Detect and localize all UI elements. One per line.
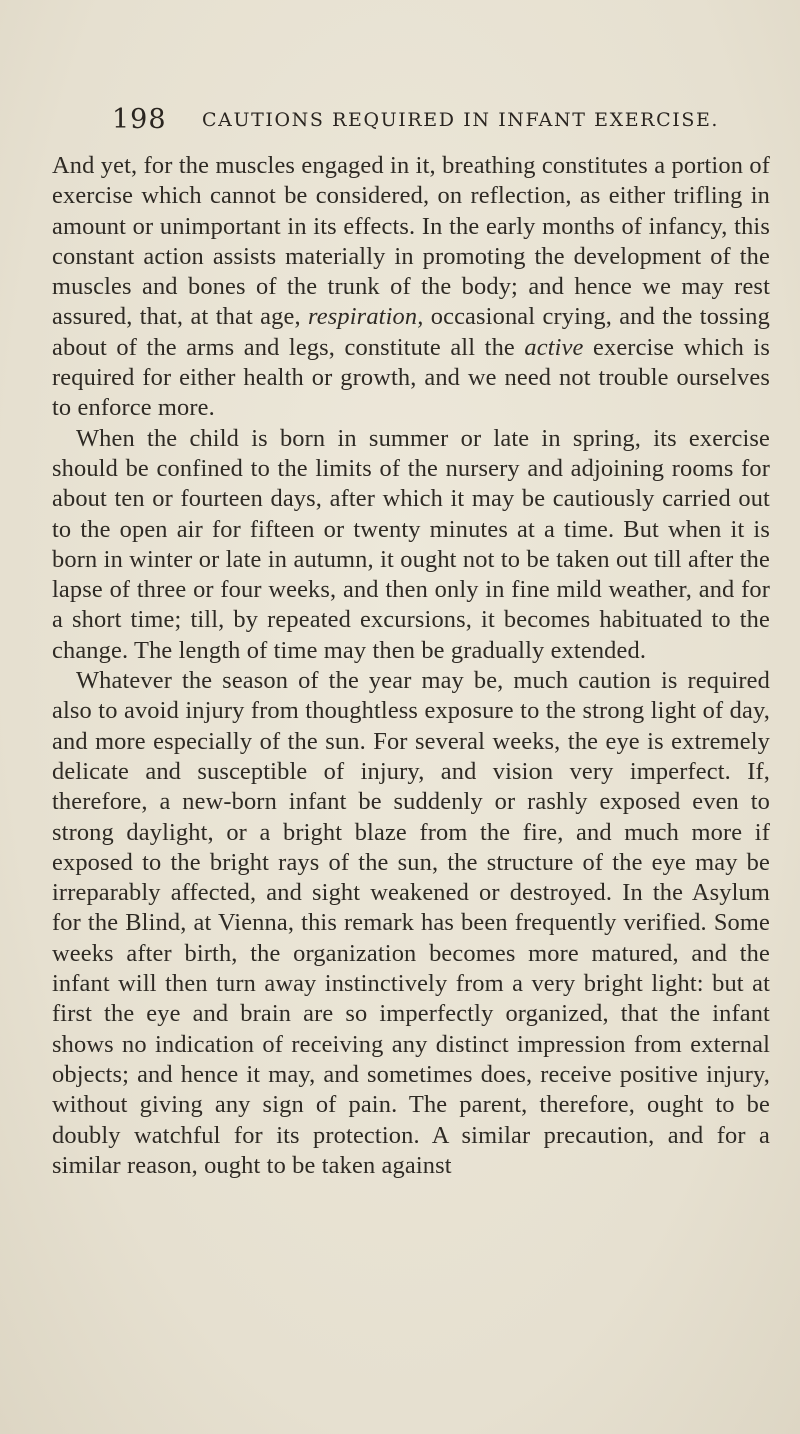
paragraph-3: Whatever the season of the year may be, much caution is required also to avoid injury from thoughtless exposure to the strong light of day, and more especially of the sun. For several weeks, the eye is extremely delicate and susceptible of injury, and vision very imperfect. If, therefore, a new-born infant be suddenly or rashly exposed even to strong daylight, or a bright blaze from the fire, and much more if exposed to the bright rays of the sun, the structure of the eye may be irreparably affected, and sight weakened or destroyed. In the Asylum for the Blind, at Vienna, this remark has been frequently verified. Some weeks after birth, the organization becomes more matured, and the infant will then turn away instinctively from a very bright light: but at first the eye and brain are so imperfectly organized, that the infant shows no indication of receiving any distinct impression from external objects; and hence it may, and sometimes does, receive positive injury, without giving any sign of pain. The parent, therefore, ought to be doubly watchful for its protection. A similar precaution, and for a similar reason, ought to be taken against [52, 667, 770, 1179]
paragraph-1-text-b: occasional crying, and the tossing about of the arms and legs, constitute all the [52, 303, 770, 361]
paragraph-1-text-a: And yet, for the muscles engaged in it, breathing constitutes a portion of exercise which cannot be considered, on reflection, as either trifling in amount or unimportant in its effects. In the early months of infancy, this constant action assists materially in promoting the development of the muscles and bones of the trunk of the body; and hence we may rest assured, that, at that age, [52, 152, 770, 331]
paragraph-2: When the child is born in summer or late in spring, its exercise should be confined to the limits of the nursery and adjoining rooms for about ten or fourteen days, after which it may be cautiously carried out to the open air for fifteen or twenty minutes at a time. But when it is born in winter or late in autumn, it ought not to be taken out till after the lapse of three or four weeks, and then only in fine mild weather, and for a short time; till, by repeated excursions, it becomes habituated to the change. The length of time may then be gradually extended. [52, 424, 770, 664]
italic-respiration: respiration, [308, 303, 424, 331]
paragraph-1 [52, 151, 770, 424]
italic-active: active [524, 333, 584, 361]
paragraph-1-text-c: exercise which is required for either health or growth, and we need not trouble ourselves to enforce more. [52, 333, 770, 422]
running-title: CAUTIONS REQUIRED IN INFANT EXERCISE. [202, 109, 720, 131]
body-text [52, 151, 770, 1181]
page-number: 198 [112, 104, 167, 135]
page-header [112, 104, 752, 140]
